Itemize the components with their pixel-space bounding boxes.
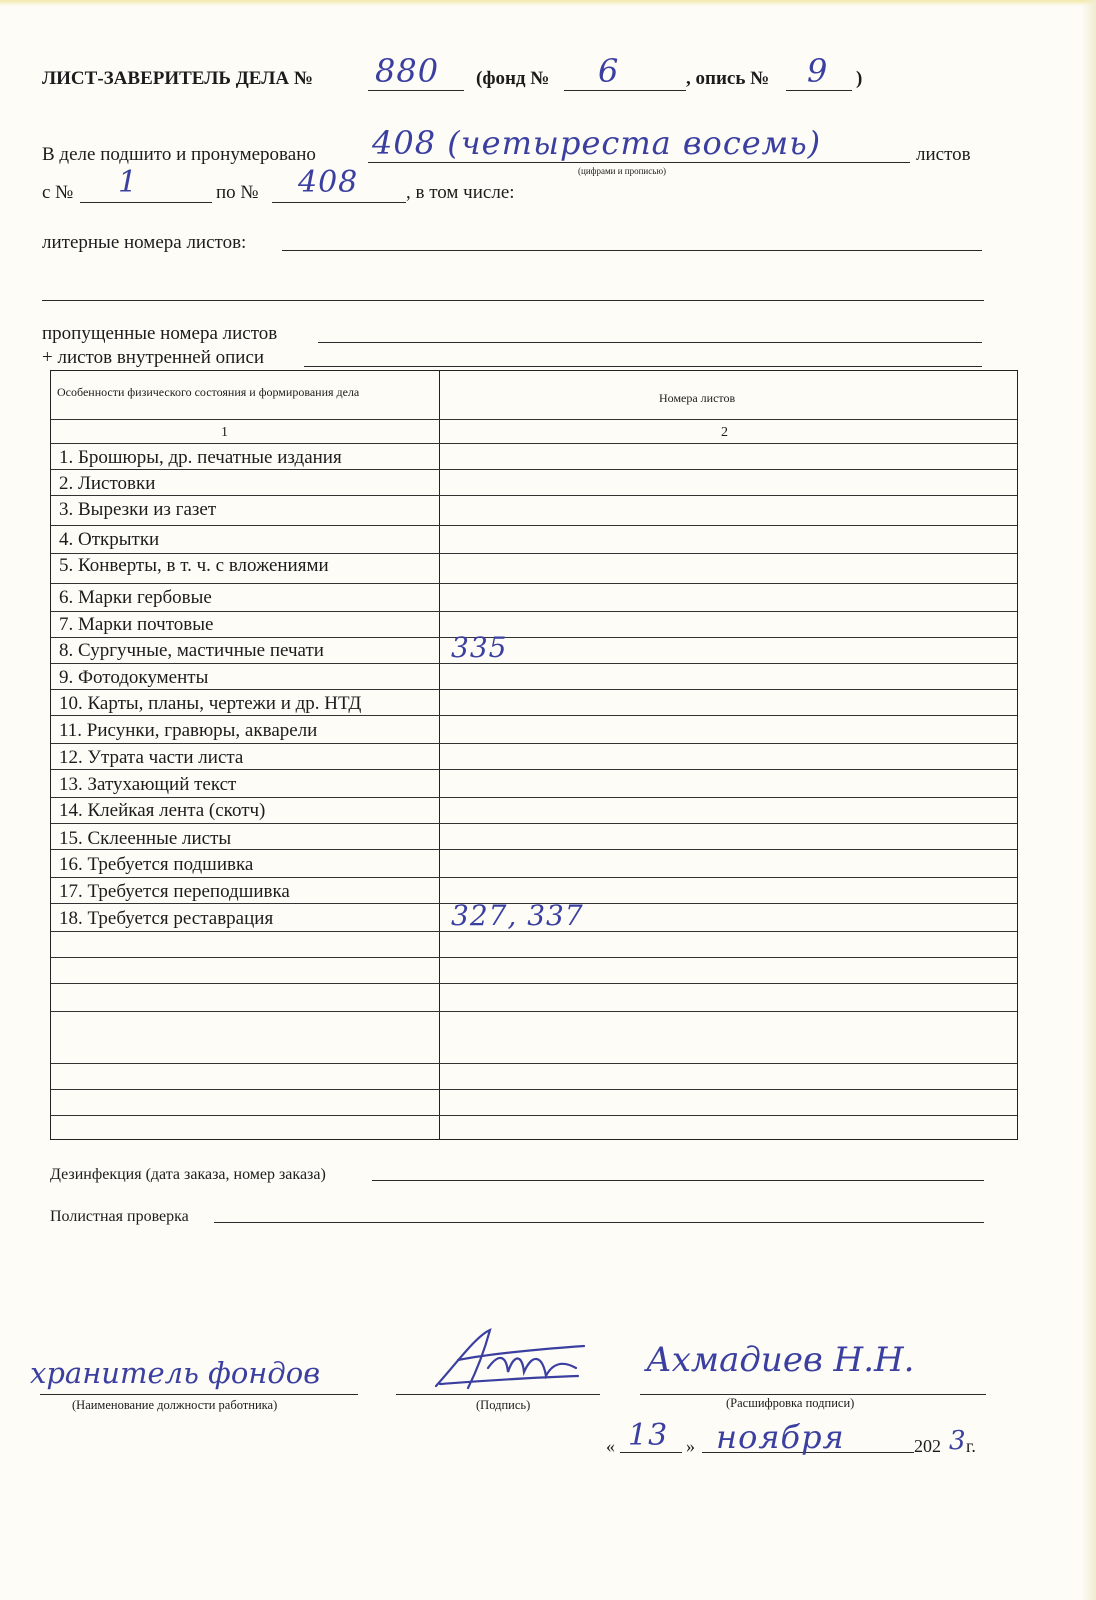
table-row-1-label: 1. Брошюры, др. печатные издания [59, 447, 342, 468]
table-line [51, 715, 1017, 716]
table-line [51, 611, 1017, 612]
table-row-13-label: 13. Затухающий текст [59, 774, 237, 795]
table-line [51, 797, 1017, 798]
table-line [51, 877, 1017, 878]
table-line [51, 637, 1017, 638]
date-quote-close: » [686, 1436, 695, 1456]
table-row-5-label: 5. Конверты, в т. ч. с вложениями [59, 555, 329, 576]
table-line [51, 983, 1017, 984]
to-blank [272, 202, 406, 203]
table-row-12-label: 12. Утрата части листа [59, 747, 244, 768]
date-month: ноября [716, 1418, 845, 1456]
to-label: по № [216, 182, 259, 203]
table-line [51, 823, 1017, 824]
table-line [51, 553, 1017, 554]
missing-label: пропущенные номера листов [42, 323, 278, 344]
table-row-3-label: 3. Вырезки из газет [59, 499, 217, 520]
col2-header: Номера листов [659, 391, 736, 405]
table-line [51, 1011, 1017, 1012]
sheets-count-written: 408 (четыреста восемь) [372, 124, 822, 162]
from-label: с № [42, 182, 74, 203]
table-row-8-label: 8. Сургучные, мастичные печати [59, 640, 324, 661]
sheets-count-blank [368, 162, 910, 163]
paper-top-edge [0, 0, 1096, 6]
table-line [51, 1089, 1017, 1090]
including-label: , в том числе: [406, 182, 515, 203]
listov-label: листов [916, 144, 971, 165]
sheets-count-label: В деле подшито и пронумеровано [42, 144, 316, 165]
table-line [51, 469, 1017, 470]
form-title: ЛИСТ-ЗАВЕРИТЕЛЬ ДЕЛА № [42, 68, 313, 89]
fond-number-value: 6 [598, 52, 620, 90]
table-line [51, 1063, 1017, 1064]
table-row-16-label: 16. Требуется подшивка [59, 854, 254, 875]
disinfection-blank [372, 1180, 984, 1181]
close-paren: ) [856, 68, 863, 89]
table-row-11-label: 11. Рисунки, гравюры, акварели [59, 720, 318, 741]
table-row-8-value: 335 [451, 631, 508, 664]
condition-table [50, 370, 1018, 1140]
fond-number-blank [564, 90, 686, 91]
table-line [51, 849, 1017, 850]
col1-header: Особенности физического состояния и формирования дела [57, 385, 360, 399]
year-prefix: 202 [914, 1436, 941, 1456]
literal-label: литерные номера листов: [42, 232, 247, 253]
fond-label: (фонд № [476, 68, 550, 89]
date-day: 13 [628, 1418, 669, 1453]
table-line [51, 419, 1017, 420]
signature-caption: (Подпись) [476, 1398, 531, 1412]
literal-blank [282, 250, 982, 251]
table-row-18-label: 18. Требуется реставрация [59, 908, 274, 929]
from-blank [80, 202, 212, 203]
table-line [51, 769, 1017, 770]
table-line [51, 689, 1017, 690]
table-line [51, 525, 1017, 526]
inner-blank [304, 366, 982, 367]
table-line [51, 1115, 1017, 1116]
col2-number: 2 [721, 425, 728, 440]
signature-image [428, 1324, 590, 1396]
year-unit: г. [966, 1436, 976, 1456]
table-row-2-label: 2. Листовки [59, 473, 156, 494]
position-blank [40, 1394, 358, 1395]
table-row-7-label: 7. Марки почтовые [59, 614, 214, 635]
name-blank [640, 1394, 986, 1395]
from-value: 1 [118, 165, 139, 200]
table-row-6-label: 6. Марки гербовые [59, 587, 212, 608]
table-line [51, 743, 1017, 744]
year-suffix: 3 [949, 1426, 967, 1456]
inner-label: + листов внутренней описи [42, 347, 265, 368]
table-row-17-label: 17. Требуется переподшивка [59, 881, 290, 902]
paper-right-edge [1082, 0, 1096, 1600]
table-line [51, 583, 1017, 584]
col1-number: 1 [221, 425, 228, 440]
position-value: хранитель фондов [30, 1356, 321, 1390]
table-line [51, 957, 1017, 958]
case-number-value: 880 [375, 52, 440, 90]
signature-blank [396, 1394, 600, 1395]
disinfection-label: Дезинфекция (дата заказа, номер заказа) [50, 1166, 326, 1183]
opis-number-blank [786, 90, 852, 91]
count-hint: (цифрами и прописью) [578, 166, 667, 176]
table-line [51, 663, 1017, 664]
table-line [51, 931, 1017, 932]
table-line [51, 495, 1017, 496]
name-value: Ахмадиев Н.Н. [646, 1340, 915, 1380]
name-caption: (Расшифровка подписи) [726, 1396, 855, 1410]
literal-blank-2 [42, 300, 984, 301]
to-value: 408 [298, 165, 359, 200]
sheet-check-label: Полистная проверка [50, 1208, 189, 1225]
table-row-15-label: 15. Склеенные листы [59, 828, 232, 849]
table-row-9-label: 9. Фотодокументы [59, 667, 209, 688]
missing-blank [318, 342, 982, 343]
table-row-18-value: 327, 337 [451, 899, 584, 932]
opis-label: , опись № [686, 68, 770, 89]
sheet-check-blank [214, 1222, 984, 1223]
table-row-4-label: 4. Открытки [59, 529, 160, 550]
table-row-14-label: 14. Клейкая лента (скотч) [59, 800, 266, 821]
date-quote-open: « [606, 1436, 615, 1456]
case-number-blank [368, 90, 464, 91]
position-caption: (Наименование должности работника) [72, 1398, 278, 1412]
table-row-10-label: 10. Карты, планы, чертежи и др. НТД [59, 693, 362, 714]
table-line [51, 443, 1017, 444]
column-divider [439, 371, 440, 1139]
opis-number-value: 9 [807, 52, 829, 90]
